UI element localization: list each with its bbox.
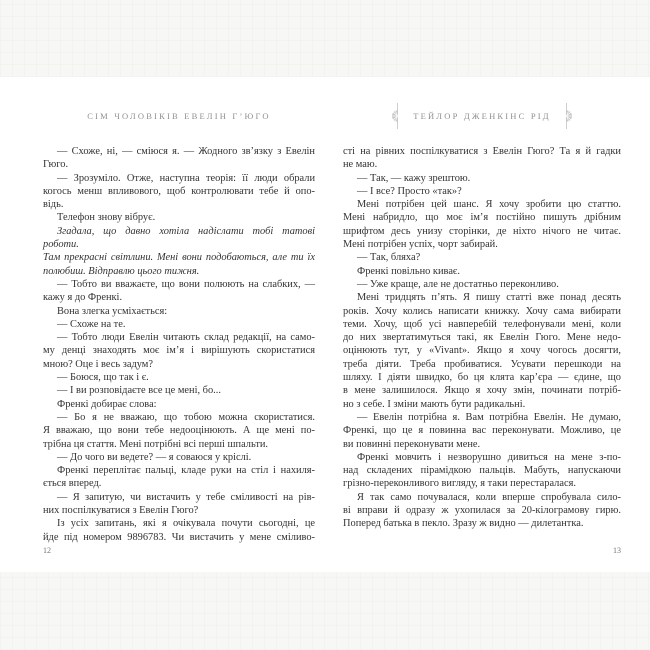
text-line: кажу я до Френкі. [43, 292, 123, 304]
background-band-top [0, 0, 650, 77]
text-line: Мені потрібен успіх, чорт забирай. [343, 239, 498, 251]
text-line: треба діяти. Треба пробиватися. Усувати перешкоди на [343, 358, 621, 370]
text-line: Мені тридцять п’ять. Я пишу статті вже понад десять [357, 292, 621, 304]
text-line: Мені потрібен цей шанс. Я хочу зробити цю статтю. [357, 199, 621, 211]
text-line: ється вперед. [43, 478, 102, 490]
text-line: — Схоже на те. [57, 318, 126, 330]
text-line: Френкі добирає слова: [57, 398, 157, 410]
text-line: — Так, — кажу зрештою. [357, 172, 471, 184]
text-line: в мене залишилося. Якщо я хочу змін, починати потріб- [343, 385, 621, 397]
text-line: — Я запитую, чи вистачить у тебе сміливості на рів- [57, 491, 315, 503]
left-page-number: 12 [43, 546, 51, 555]
text-line: ви повинні переконувати мене. [343, 438, 481, 450]
text-line: но з себе. І зміни мають бути радикальні. [343, 398, 526, 410]
author-running-head: ТЕЙЛОР ДЖЕНКІНС РІД [413, 111, 551, 121]
text-line: оцінюють тут, у «Vivant». Якщо я хочу чогось досягти, [343, 345, 621, 357]
text-line: когось менш впливового, щоб контролювати тебе й опо- [43, 185, 315, 197]
text-line: — Так, бляха? [357, 252, 421, 264]
text-line: — Зрозуміло. Отже, наступна теорія: її люди обрали [57, 172, 315, 184]
text-line: йде під номером 9896783. Чи вистачить у мене сміливо- [43, 531, 315, 543]
text-line: — І ви розповідаєте все це мені, бо... [57, 385, 221, 397]
text-line: — До чого ви ведете? — я соваюся у кріслі. [57, 451, 252, 463]
text-line: Телефон знову вібрує. [57, 212, 156, 224]
text-line: до них звертатимуться такі, як Евелін Гюго. Мене недо- [343, 332, 621, 344]
text-line: Френкі, що це я повинна вас переконувати. Можливо, це [343, 425, 621, 437]
text-line: Я вважаю, що вони тебе недооцінюють. А ще мені по- [43, 425, 315, 437]
background-band-bottom [0, 572, 650, 650]
fan-ornament-icon [390, 103, 399, 129]
right-page-number: 13 [613, 546, 621, 555]
right-running-head [343, 108, 621, 124]
text-line: — І все? Просто «так»? [357, 185, 462, 197]
text-line: над складених пірамідкою пальців. Мабуть, напускаючи [343, 465, 621, 477]
text-line: мною? Оце і весь задум? [43, 358, 153, 370]
text-line: грізно-переконливого вигляду, я таки перестаралася. [343, 478, 576, 490]
text-line: Френкі мовчить і незворушно дивиться на мене з-по- [357, 451, 621, 463]
text-line: них поспілкуватися з Евелін Гюго? [43, 505, 199, 517]
fan-ornament-icon [565, 103, 574, 129]
text-line: шрифтом десь унизу сторінки, де ніхто нічого не читає. [343, 225, 621, 237]
text-line: відь. [43, 199, 64, 211]
text-line: — Схоже, ні, — сміюся я. — Жодного зв’язку з Евелін [57, 146, 315, 157]
text-line: шляху. І діяти швидко, бо ця клята кар’єра — єдине, що [343, 372, 621, 384]
text-line: — Евелін потрібна я. Вам потрібна Евелін. Не думаю, [357, 411, 621, 423]
text-line: років. Хочу колись написати книжку. Хочу сама вибирати [343, 305, 621, 317]
text-line: Згадала, що давно хотіла надіслати тобі татові роботи. [43, 225, 315, 251]
text-line: полюбиш. Відправлю цього тижня. [43, 265, 200, 277]
text-line: — Боюся, що так і є. [57, 372, 149, 384]
text-line: теми. Хочу, щоб усі навперебій телефонували мені, коли [343, 318, 621, 330]
left-page [43, 108, 315, 544]
text-line: Із усіх запитань, які я очікувала почути сьогодні, це [57, 518, 315, 530]
text-line: му денці знаходять моє ім’я і вирішують скористатися [43, 345, 315, 357]
text-line: Френкі переплітає пальці, кладе руки на стіл і нахиля- [57, 465, 315, 477]
text-line: сті на рівних поспілкуватися з Евелін Гюго? Та я й гадки [343, 146, 621, 157]
text-line: — Тобто ви вважаєте, що вони полюють на слабких, — [57, 278, 315, 290]
text-line: Френкі повільно киває. [357, 265, 460, 277]
text-line: — Тобто люди Евелін читають склад редакції, на само- [57, 332, 315, 344]
text-line: Вона злегка усміхається: [57, 305, 168, 317]
text-line: Я так само почувалася, коли вперше спробувала сило- [357, 491, 621, 503]
book-title-running-head: СІМ ЧОЛОВІКІВ ЕВЕЛІН Г’ЮГО [87, 111, 271, 121]
text-line: Там прекрасні світлини. Мені вони подобаються, але ти їх [43, 252, 315, 264]
text-line: ві вправи й одразу ж ухопилася за 20-кілограмову гирю. [343, 505, 621, 517]
right-page-text [343, 145, 621, 531]
text-line: — Бо я не вважаю, що тобою можна скористатися. [57, 411, 315, 423]
left-page-text [43, 145, 315, 544]
right-page [343, 108, 621, 531]
text-line: Мені набридло, що моє ім’я постійно пишуть дрібним [343, 212, 621, 224]
text-line: трібна ця стаття. Мені потрібні всі перші шпальти. [43, 438, 269, 450]
text-line: Гюго. [43, 159, 69, 171]
left-running-head [43, 108, 315, 124]
text-line: Поперед батька в пекло. Зразу ж видно — дилетантка. [343, 518, 584, 530]
text-line: — Уже краще, але не достатньо переконливо. [357, 278, 559, 290]
text-line: не маю. [343, 159, 378, 171]
